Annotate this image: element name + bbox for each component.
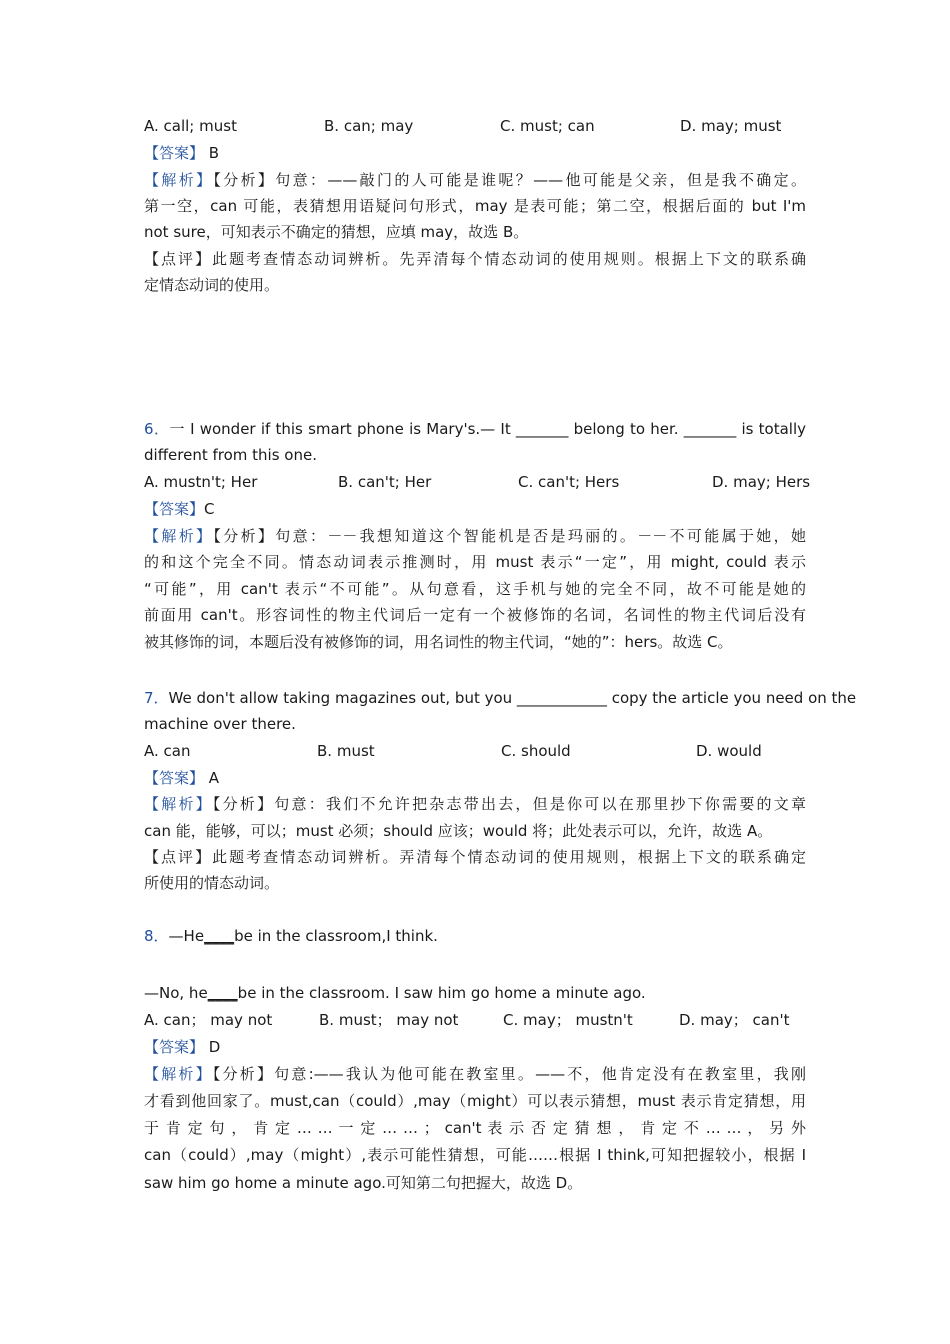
q5-option-b: B. can; may: [324, 117, 414, 135]
question-number: 7．: [144, 689, 169, 707]
q8-option-a: A. can； may not: [144, 1011, 273, 1029]
q8-option-d: D. may； can't: [679, 1011, 790, 1029]
answer-blank: ____: [207, 984, 238, 1002]
q8-stem-line-2: —No, he____be in the classroom. I saw him go home a minute ago.: [144, 984, 646, 1002]
q7-option-d: D. would: [696, 742, 762, 760]
q7-option-b: B. must: [317, 742, 375, 760]
q7-answer: [144, 768, 806, 788]
q6-stem-line-2: different from this one.: [144, 446, 317, 464]
q8-option-b: B. must； may not: [319, 1011, 459, 1029]
q8-answer: [144, 1037, 806, 1057]
q8-options: [144, 1010, 806, 1030]
q6-option-d: D. may; Hers: [712, 473, 811, 491]
q6-analysis-line-3: “可能”，用 can't 表示“不可能”。从句意看，这手机与她的完全不同，故不可能是她的: [144, 580, 806, 598]
q6-options: [144, 472, 811, 492]
q5-comment-line-2: 定情态动词的使用。: [144, 276, 280, 294]
question-number: 6．: [144, 420, 170, 438]
q6-option-a: A. mustn't; Her: [144, 473, 258, 491]
answer-value: A: [208, 769, 220, 787]
answer-value: D: [208, 1038, 221, 1056]
answer-value: B: [208, 144, 220, 162]
q8-analysis-line-2: 才看到他回家了。must,can（could）,may（might）可以表示猜想，must 表示肯定猜想，用: [144, 1092, 806, 1110]
answer-value: C: [204, 500, 215, 518]
q6-option-b: B. can't; Her: [338, 473, 432, 491]
analysis-tag: 【解析】: [144, 171, 214, 189]
q8-analysis-line-4: can（could）,may（might）,表示可能性猜想，可能……根据 I think,可知把握较小，根据 I: [144, 1146, 806, 1164]
q8-analysis-line-3: 于 肯 定 句 ， 肯 定 … … 一 定 … … ； can't 表 示 否 定 猜 想 ， 肯 定 不 … … ， 另 外: [144, 1119, 806, 1137]
analysis-tag: 【解析】: [144, 795, 213, 813]
q6-analysis-line-1: 【解析】【分析】句意：－－我想知道这个智能机是否是玛丽的。－－不可能属于她，她: [144, 527, 806, 545]
q8-stem-line-1: 8．—He____be in the classroom,I think.: [144, 927, 438, 945]
answer-tag: 【答案】: [144, 500, 205, 518]
q7-options: [144, 741, 806, 761]
q5-options: [144, 116, 806, 136]
q7-comment-line-1: 【点评】此题考查情态动词辨析。弄清每个情态动词的使用规则，根据上下文的联系确定: [144, 848, 806, 866]
q5-answer: [144, 143, 806, 163]
q5-analysis-line-2: 第一空，can 可能，表猜想用语疑问句形式，may 是表可能；第二空，根据后面的 but I'm: [144, 197, 806, 215]
q7-stem-line-1: 7．We don't allow taking magazines out, but you ____________ copy the article you need on the: [144, 689, 857, 707]
q6-stem-line-1: 6．一 I wonder if this smart phone is Mary's.— It _______ belong to her. _______ is totally: [144, 420, 806, 438]
q6-option-c: C. can't; Hers: [518, 473, 620, 491]
q6-analysis-line-4: 前面用 can't。形容词性的物主代词后一定有一个被修饰的名词，名词性的物主代词后没有: [144, 606, 806, 624]
q7-option-c: C. should: [501, 742, 571, 760]
q8-analysis-line-5: saw him go home a minute ago.可知第二句把握大，故选 D。: [144, 1174, 583, 1192]
q5-option-d: D. may; must: [680, 117, 782, 135]
comment-tag: 【点评】: [144, 848, 213, 866]
q6-answer: [144, 499, 806, 519]
q7-comment-line-2: 所使用的情态动词。: [144, 874, 280, 892]
comment-tag: 【点评】: [144, 250, 213, 268]
q8-option-c: C. may； mustn't: [503, 1011, 633, 1029]
q6-analysis-line-2: 的和这个完全不同。情态动词表示推测时，用 must 表示“一定”，用 might, could 表示: [144, 553, 806, 571]
q5-analysis-line-3: not sure，可知表示不确定的猜想，应填 may，故选 B。: [144, 223, 529, 241]
analysis-tag: 【解析】: [144, 527, 214, 545]
q7-option-a: A. can: [144, 742, 191, 760]
answer-blank: ____: [204, 927, 235, 945]
q7-analysis-line-1: 【解析】【分析】句意：我们不允许把杂志带出去，但是你可以在那里抄下你需要的文章: [144, 795, 806, 813]
q7-analysis-line-2: can 能，能够，可以；must 必须；should 应该；would 将；此处表示可以，允许，故选 A。: [144, 822, 773, 840]
q7-stem-line-2: machine over there.: [144, 715, 296, 733]
q5-analysis-line-1: 【解析】【分析】句意：——敲门的人可能是谁呢？——他可能是父亲，但是我不确定。: [144, 171, 806, 189]
q5-option-c: C. must; can: [500, 117, 595, 135]
q6-analysis-line-5: 被其修饰的词，本题后没有被修饰的词，用名词性的物主代词，“她的”：hers。故选 C。: [144, 633, 733, 651]
q8-analysis-line-1: 【解析】【分析】句意:——我认为他可能在教室里。——不，他肯定没有在教室里，我刚: [144, 1065, 806, 1083]
analysis-tag: 【解析】: [144, 1065, 213, 1083]
answer-tag: 【答案】: [144, 1038, 205, 1056]
answer-tag: 【答案】: [144, 144, 205, 162]
question-number: 8．: [144, 927, 169, 945]
q5-option-a: A. call; must: [144, 117, 237, 135]
answer-tag: 【答案】: [144, 769, 205, 787]
q5-comment-line-1: 【点评】此题考查情态动词辨析。先弄清每个情态动词的使用规则。根据上下文的联系确: [144, 250, 806, 268]
